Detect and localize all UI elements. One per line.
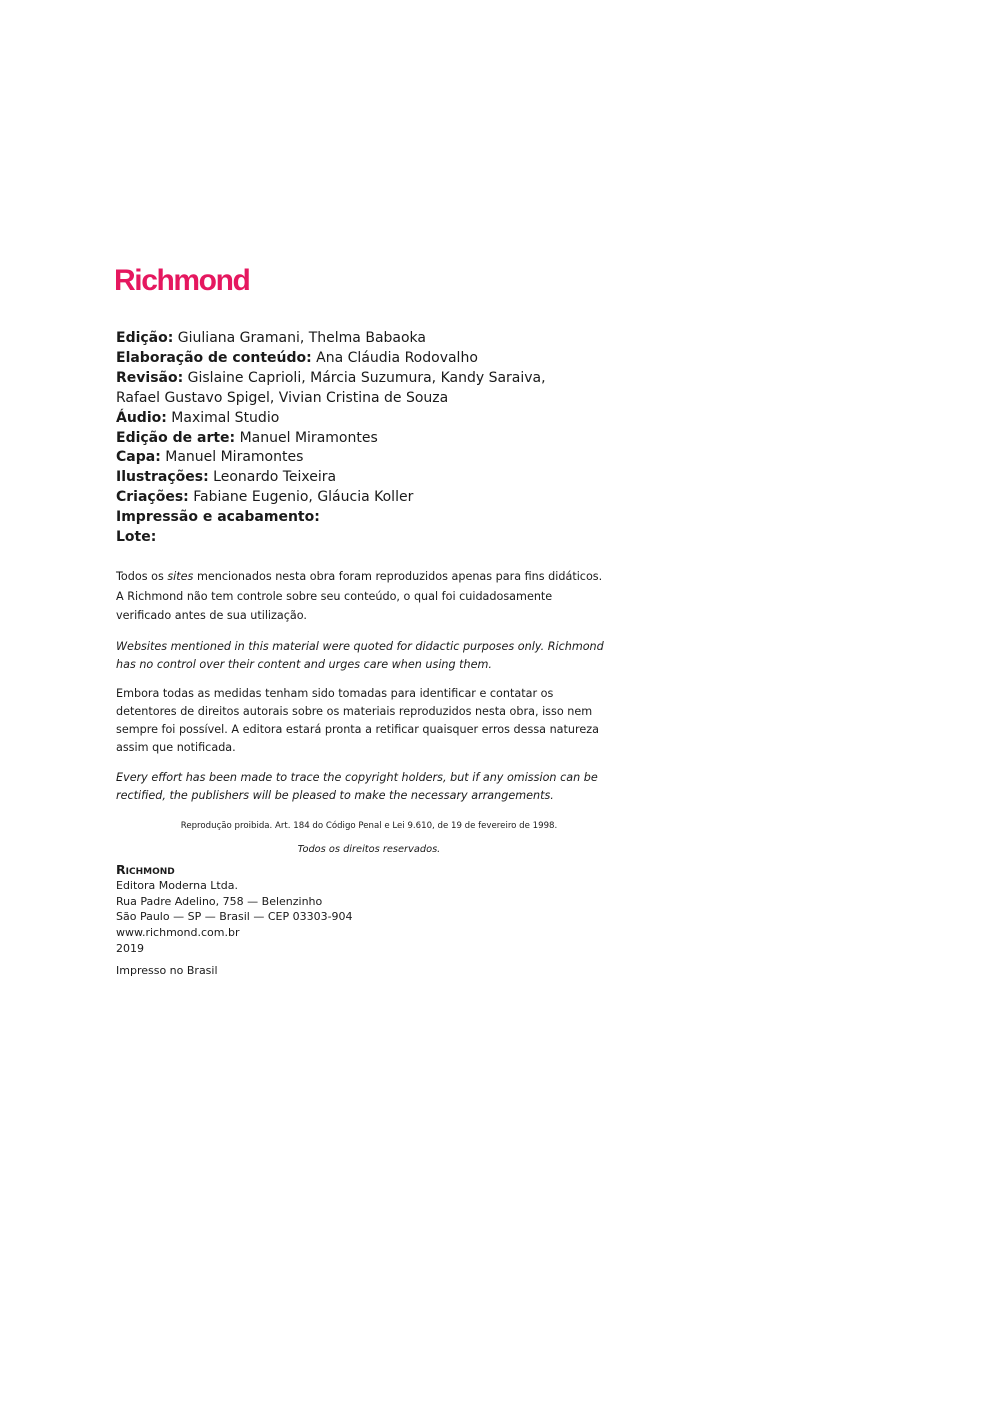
credit-value: Giuliana Gramani, Thelma Babaoka — [173, 330, 426, 346]
notice-line: Websites mentioned in this material were quoted for didactic purposes only. Richmond — [116, 639, 604, 653]
publication-year: 2019 — [116, 941, 144, 955]
notice-text: mencionados nesta obra foram reproduzidos apenas para fins didáticos. — [193, 570, 603, 583]
credit-line — [116, 389, 676, 409]
copyright-notice-en — [116, 769, 626, 805]
credit-label: Capa: — [116, 449, 161, 466]
copyright-notice-pt — [116, 685, 626, 757]
credit-label: Criações: — [116, 489, 189, 506]
credit-label: Ilustrações: — [116, 469, 209, 486]
credit-line — [116, 508, 676, 528]
rights-reserved: Todos os direitos reservados. — [297, 844, 441, 855]
credit-label: Revisão: — [116, 369, 184, 386]
credit-line — [116, 349, 676, 369]
credit-line — [116, 468, 676, 488]
credit-value: Fabiane Eugenio, Gláucia Koller — [188, 489, 414, 506]
credit-line — [116, 409, 676, 429]
credit-label: Edição: — [116, 330, 174, 346]
printed-in: Impresso no Brasil — [116, 964, 218, 977]
notice-line: detentores de direitos autorais sobre os materiais reproduzidos nesta obra, isso nem — [116, 704, 593, 718]
credit-line — [116, 448, 676, 468]
credit-value: Manuel Miramontes — [235, 429, 378, 446]
publisher-company: Editora Moderna Ltda. — [116, 878, 238, 892]
notice-text: Todos os — [116, 570, 168, 583]
reproduction-notice: Reprodução proibida. Art. 184 do Código Penal e Lei 9.610, de 19 de fevereiro de 1998. — [180, 821, 558, 831]
credit-value: Rafael Gustavo Spigel, Vivian Cristina de Souza — [116, 389, 449, 406]
publisher-city: São Paulo — SP — Brasil — CEP 03303-904 — [116, 910, 353, 924]
sites-notice-pt — [116, 567, 626, 626]
notice-line: A Richmond não tem controle sobre seu conteúdo, o qual foi cuidadosamente — [116, 589, 553, 603]
credit-value: Ana Cláudia Rodovalho — [311, 349, 478, 366]
notice-line: sempre foi possível. A editora estará pronta a retificar quaisquer erros dessa natureza — [116, 722, 599, 736]
notice-line: assim que notificada. — [116, 740, 236, 754]
credit-value: Manuel Miramontes — [160, 449, 304, 466]
credit-line — [116, 369, 676, 389]
credit-label: Impressão e acabamento: — [116, 509, 320, 526]
publisher-info — [116, 862, 353, 957]
notice-line: Embora todas as medidas tenham sido tomadas para identificar e contatar os — [116, 686, 554, 700]
publisher-name: Richmond — [116, 862, 175, 877]
credit-label: Áudio: — [116, 409, 167, 426]
notices-block — [116, 567, 626, 805]
credit-line — [116, 429, 676, 449]
publisher-website: www.richmond.com.br — [116, 926, 240, 940]
credit-value: Gislaine Caprioli, Márcia Suzumura, Kandy Saraiva, — [183, 369, 546, 386]
credit-line — [116, 329, 676, 349]
notice-line: has no control over their content and urges care when using them. — [116, 657, 492, 671]
notice-line: verificado antes de sua utilização. — [116, 609, 307, 622]
credit-label: Lote: — [116, 529, 157, 546]
sites-notice-en — [116, 638, 626, 674]
credit-line — [116, 488, 676, 508]
credits-block — [116, 329, 676, 548]
credit-label: Edição de arte: — [116, 429, 236, 446]
credit-line — [116, 528, 676, 548]
notice-line: rectified, the publishers will be pleased to make the necessary arrangements. — [116, 788, 554, 802]
notice-emphasis: sites — [167, 570, 194, 583]
credit-value: Leonardo Teixeira — [208, 469, 337, 486]
credit-label: Elaboração de conteúdo: — [116, 349, 312, 366]
notice-line — [116, 570, 602, 583]
credit-value: Maximal Studio — [166, 409, 280, 426]
richmond-logo: Richmond — [114, 264, 250, 297]
notice-line: Every effort has been made to trace the copyright holders, but if any omission can be — [116, 770, 598, 784]
publisher-address: Rua Padre Adelino, 758 — Belenzinho — [116, 894, 323, 908]
